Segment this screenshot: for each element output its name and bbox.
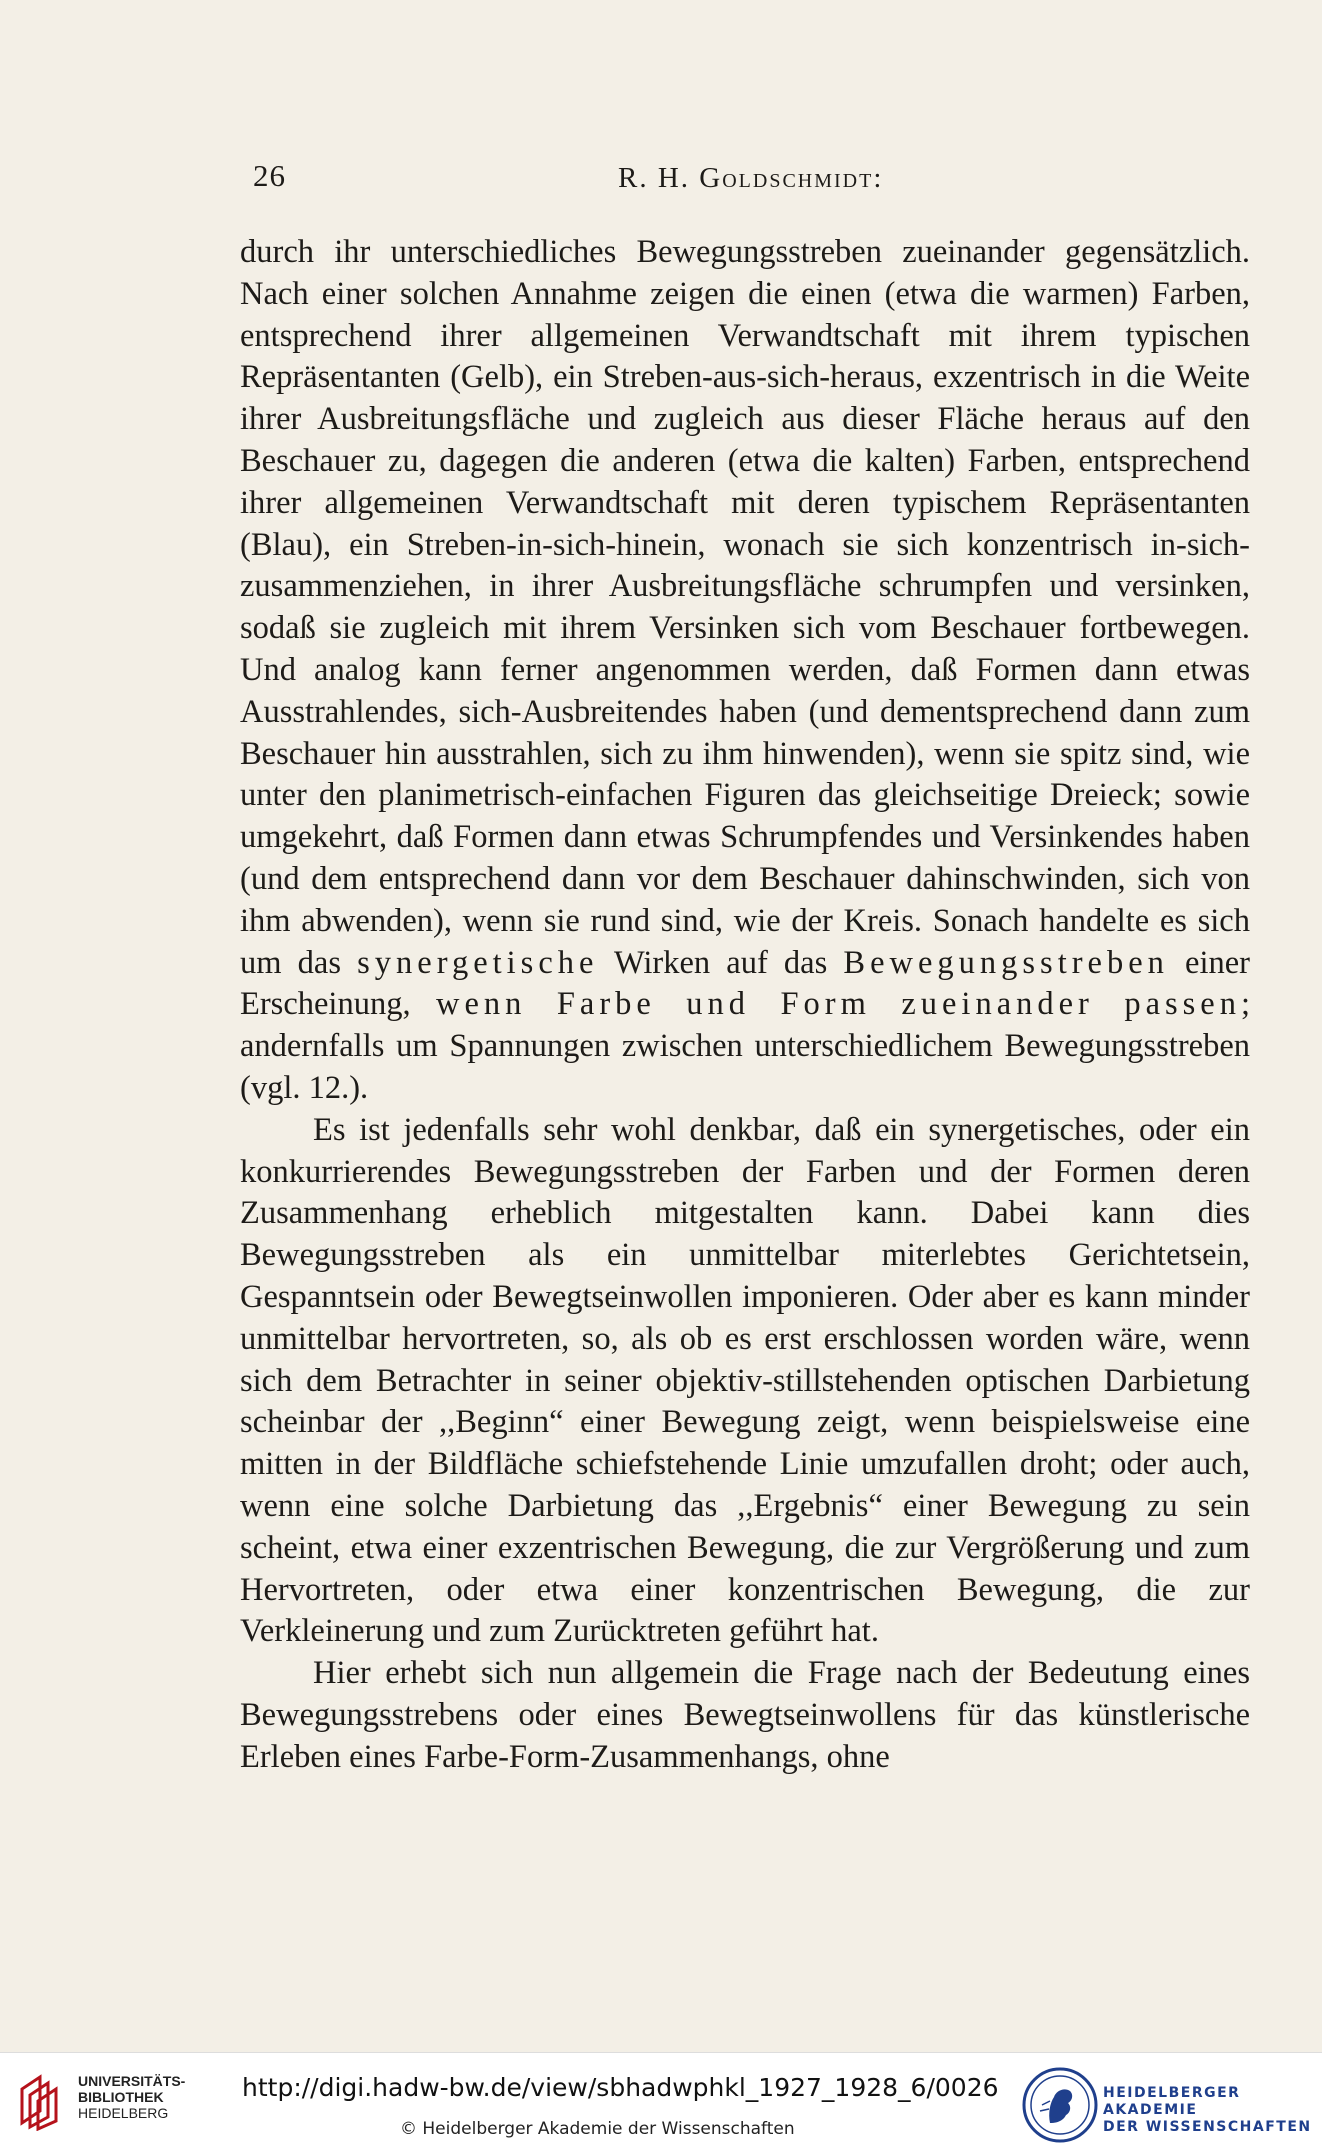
paragraph-text: einer Erscheinung, (240, 944, 1251, 1023)
paragraph (240, 232, 1250, 1110)
page-header (253, 158, 1263, 204)
source-url-link[interactable]: http://digi.hadw-bw.de/view/sbhadwphkl_1927_1928_6/0026 (242, 2073, 999, 2102)
footer-bar (0, 2052, 1322, 2152)
library-name-line2: BIBLIOTHEK (78, 2089, 164, 2105)
library-name (78, 2073, 185, 2121)
emphasized-text: synergetische (357, 944, 599, 981)
copyright-notice: © Heidelberger Akademie der Wissenschaften (400, 2119, 795, 2139)
academy-name-line1: HEIDELBERGER AKADEMIE (1103, 2085, 1241, 2118)
emphasized-text: wenn Farbe und Form zueinander passen (436, 986, 1241, 1023)
library-name-line1: UNIVERSITÄTS- (78, 2073, 186, 2089)
body-text (240, 232, 1250, 1778)
academy-name (1103, 2085, 1322, 2136)
paragraph-text: Es ist jedenfalls sehr wohl denkbar, daß ein synergetisches, oder ein konkurrierendes Bewegungsstreben der Farben und der Formen deren Zusammenhang erheblich mitgestalten kann. Dabei kann dies Bewegungsstreben als ein unmittelbar miterlebtes Gerichtetsein, Gespanntsein oder Bewegtseinwollen imponieren. Oder aber es kann minder unmittelbar hervortreten, so, als ob es erst erschlossen worden wäre, wenn sich dem Betrachter in seiner objektiv-stillstehenden optischen Darbietung scheinbar der ,,Beginn“ einer Bewegung zeigt, wenn beispielsweise eine mitten in der Bildfläche schiefstehende Linie umzufallen droht; oder auch, wenn eine solche Darbietung das ,,Ergebnis“ einer Bewegung zu sein scheint, etwa einer exzentrischen Bewegung, die zur Vergrößerung und zum Hervortreten, oder etwa einer konzentrischen Bewegung, die zur Verkleinerung und zum Zurücktreten geführt hat. (240, 1111, 1250, 1650)
paragraph (240, 1110, 1250, 1653)
academy-seal-icon[interactable] (1020, 2065, 1100, 2145)
university-library-logo-icon[interactable] (12, 2071, 70, 2131)
library-name-line3: HEIDELBERG (78, 2105, 169, 2121)
emphasized-text: Bewegungsstreben (843, 944, 1169, 981)
paragraph-text: Hier erhebt sich nun allgemein die Frage nach der Bedeutung eines Bewegungsstrebens oder eines Bewegtseinwollens für das künstlerische Erleben eines Farbe-Form-Zusammenhangs, ohne (240, 1655, 1250, 1775)
paragraph (240, 1653, 1250, 1778)
paragraph-text: Wirken auf das (598, 944, 844, 981)
running-head: R. H. Goldschmidt: (618, 162, 884, 194)
paragraph-text: durch ihr unterschiedliches Bewegungsstreben zueinander gegensätzlich. Nach einer solchen Annahme zeigen die einen (etwa die warmen) Farben, entsprechend ihrer allgemeinen Verwandtschaft mit ihrem typischen Repräsentanten (Gelb), ein Streben-aus-sich-heraus, exzentrisch in die Weite ihrer Ausbreitungsfläche und zugleich aus dieser Fläche heraus auf den Beschauer zu, dagegen die anderen (etwa die kalten) Farben, entsprechend ihrer allgemeinen Verwandtschaft mit deren typischem Repräsentanten (Blau), ein Streben-in-sich-hinein, wonach sie sich konzentrisch in-sich-zusammenziehen, in ihrer Ausbreitungsfläche schrumpfen und versinken, sodaß sie zugleich mit ihrem Versinken sich vom Beschauer fortbewegen. Und analog kann ferner angenommen werden, daß Formen dann etwas Ausstrahlendes, sich-Ausbreitendes haben (und dementsprechend dann zum Beschauer hin ausstrahlen, sich zu ihm hinwenden), wenn sie spitz sind, wie unter den planimetrisch-einfachen Figuren das gleichseitige Dreieck; sowie umgekehrt, daß Formen dann etwas Schrumpfendes und Versinkendes haben (und dem entsprechend dann vor dem Beschauer dahinschwinden, sich von ihm abwenden), wenn sie rund sind, wie der Kreis. Sonach handelte es sich um das (240, 234, 1250, 981)
page-number: 26 (253, 158, 286, 193)
paragraph-text: ; andernfalls um Spannungen zwischen unterschiedlichem Bewegungsstreben (vgl. 12.). (240, 986, 1250, 1106)
academy-name-line2: DER WISSENSCHAFTEN (1103, 2119, 1312, 2135)
